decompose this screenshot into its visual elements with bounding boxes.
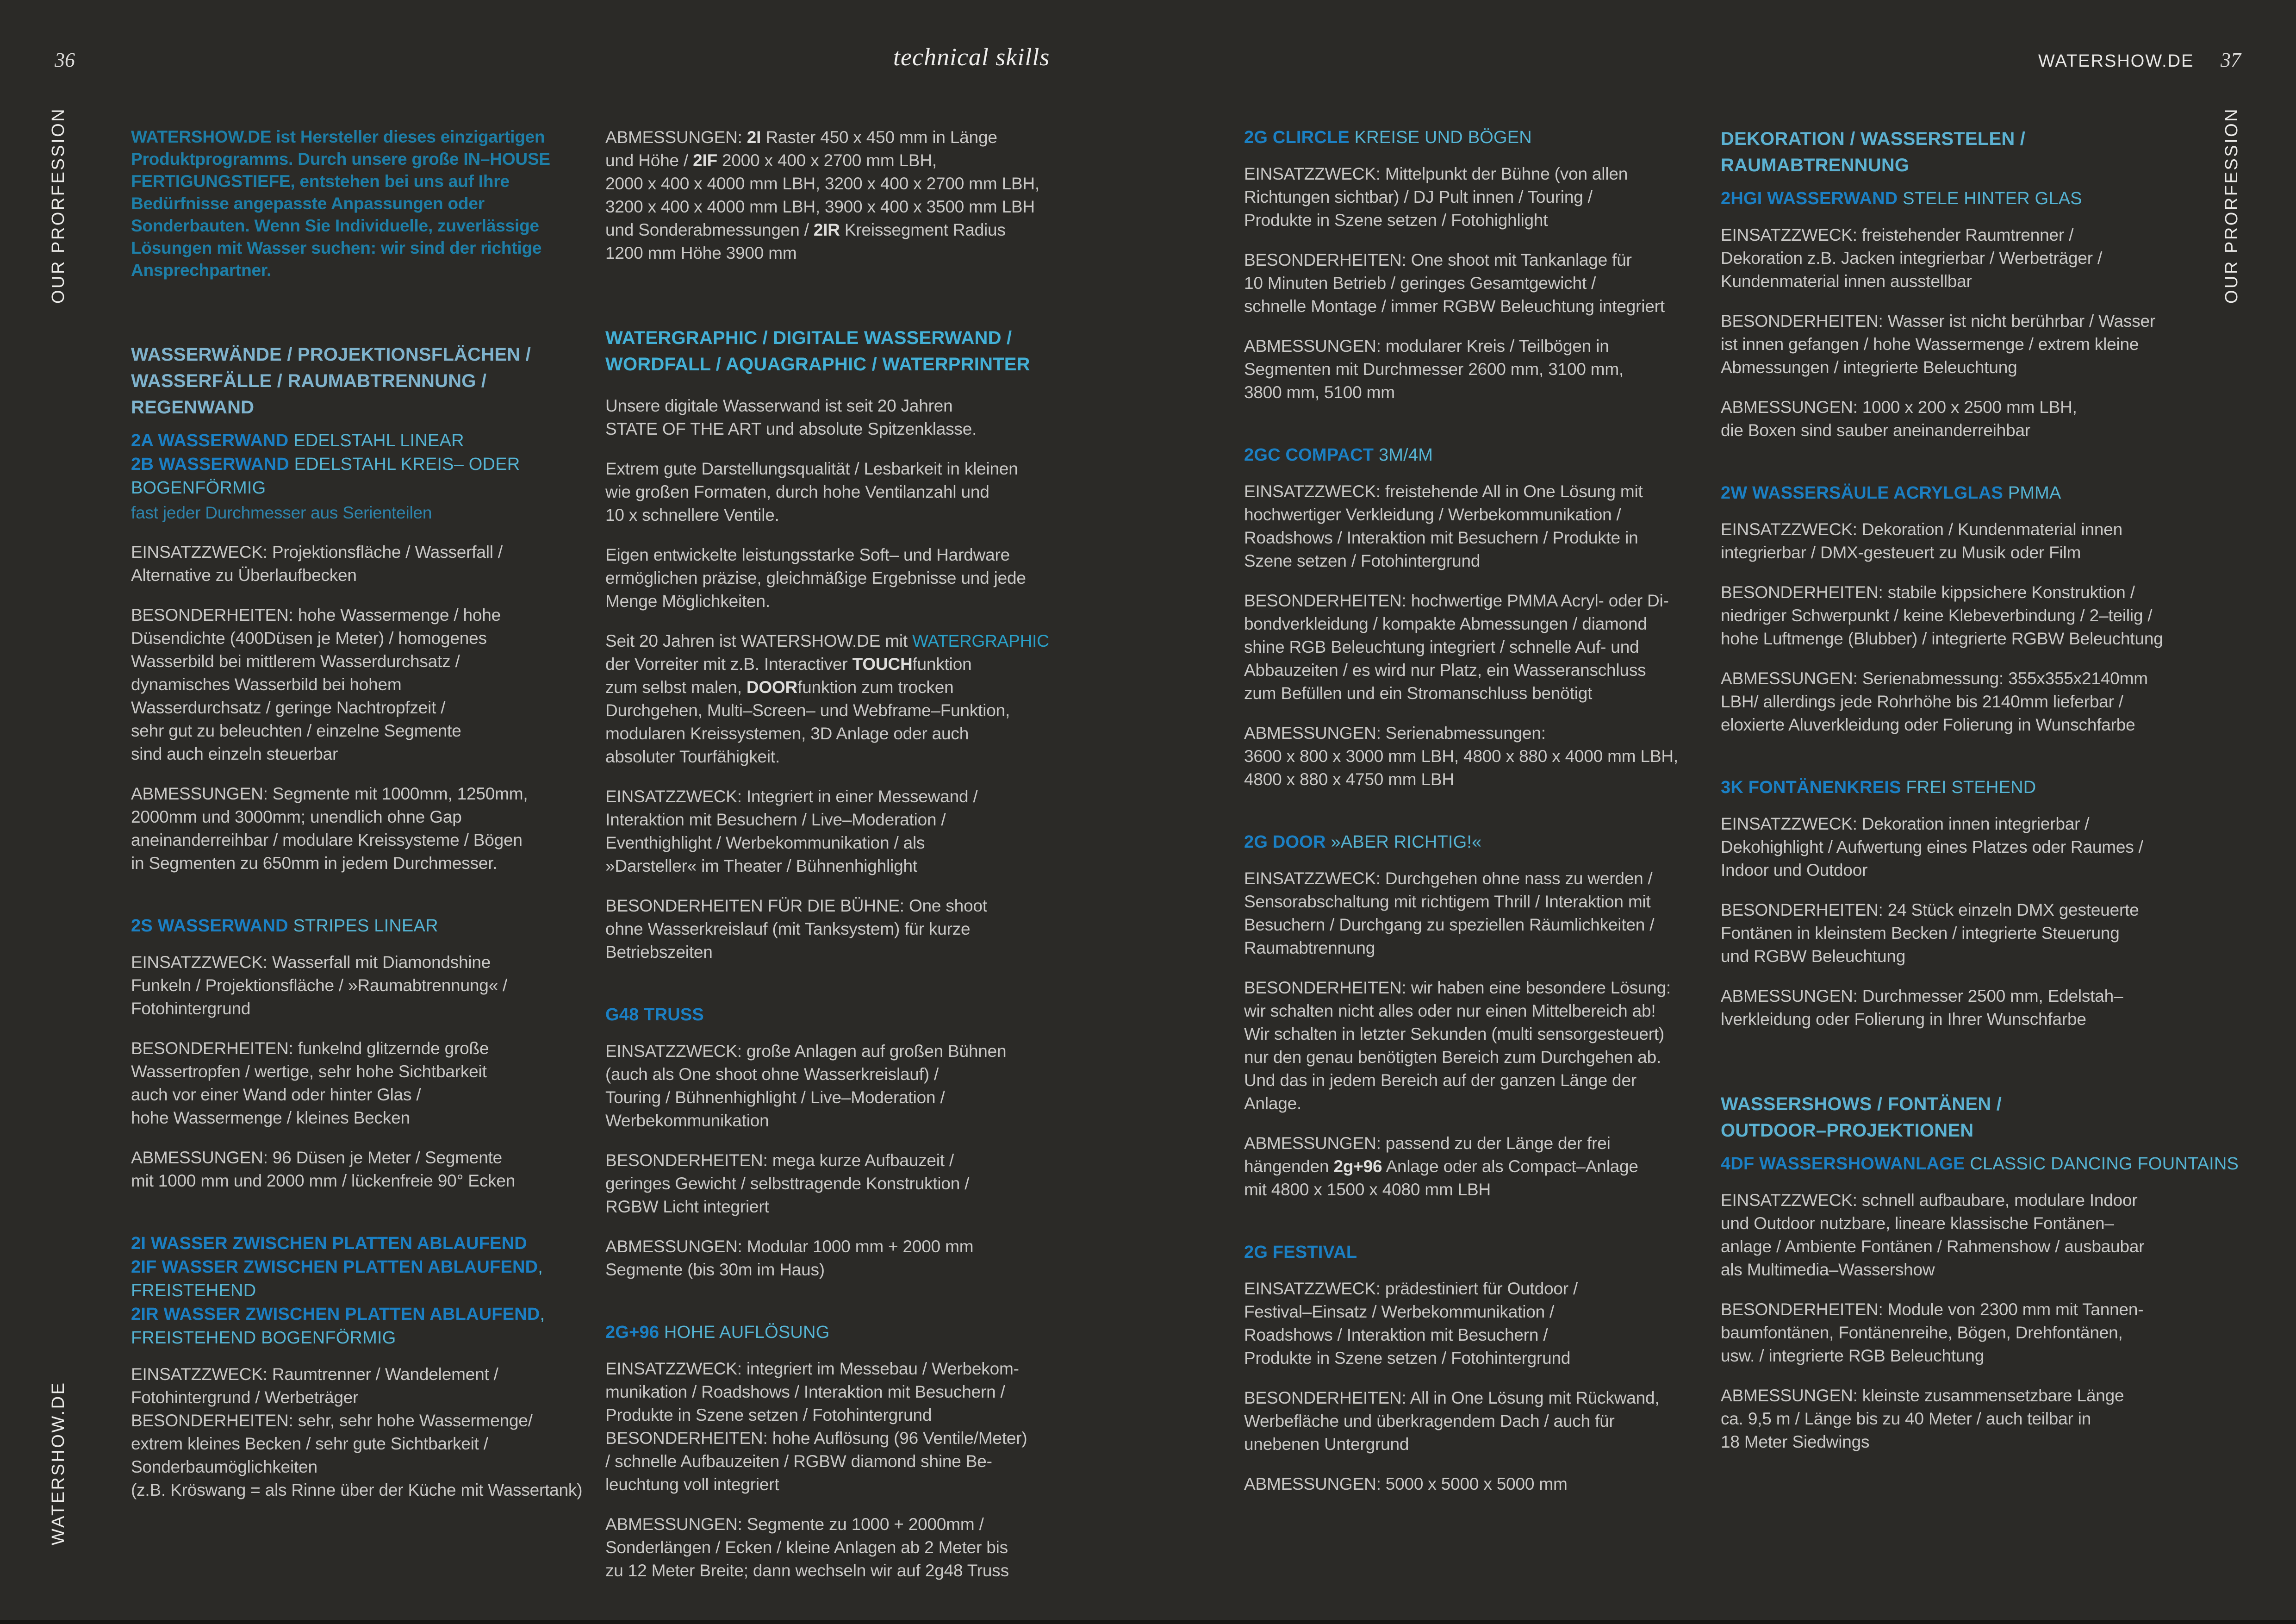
- paragraph: ABMESSUNGEN: Segmente mit 1000mm, 1250mm, 2000mm und 3000mm; unendlich ohne Gap aneinanderreihbar / modulare Kreissysteme / Bögen in Segmenten zu 650mm in jedem Durchmesser.: [131, 784, 528, 873]
- paragraph: ABMESSUNGEN: Serienabmessungen: 3600 x 800 x 3000 mm LBH, 4800 x 880 x 4000 mm LBH, 4800 x 880 x 4750 mm LBH: [1244, 724, 1678, 789]
- paragraph: ABMESSUNGEN: 5000 x 5000 x 5000 mm: [1244, 1474, 1568, 1493]
- product-heading: 2A WASSERWAND EDELSTAHL LINEAR 2B WASSERWAND EDELSTAHL KREIS– ODER BOGENFÖRMIG: [131, 431, 520, 498]
- column-wasserwaende: [131, 126, 582, 1502]
- product-heading: 3K FONTÄNENKREIS FREI STEHEND: [1721, 778, 2036, 797]
- product-heading: 2G CLIRCLE KREISE UND BÖGEN: [1244, 128, 1532, 147]
- intro-paragraph: WATERSHOW.DE ist Hersteller dieses einzigartigen Produktprogramms. Durch unsere große IN–HOUSE FERTIGUNGSTIEFE, entstehen bei uns auf Ihre Bedürfnisse angepasste Anpassungen oder Sonderbauten. Wenn Sie Individuelle, zuverlässige Lösungen mit Wasser suchen: wir sind der richtige Ansprechpartner.: [131, 127, 550, 280]
- column-2g-systems: [1244, 126, 1711, 1496]
- paragraph: EINSATZZWECK: Integriert in einer Messewand / Interaktion mit Besuchern / Live–Moderation / Eventhighlight / Werbekommunikation / als »Darsteller« im Theater / Bühnenhighlight: [605, 787, 978, 875]
- paragraph: BESONDERHEITEN: 24 Stück einzeln DMX gesteuerte Fontänen in kleinstem Becken / integrierte Steuerung und RGBW Beleuchtung: [1721, 900, 2139, 966]
- paragraph: ABMESSUNGEN: modularer Kreis / Teilbögen in Segmenten mit Durchmesser 2600 mm, 3100 mm, 3800 mm, 5100 mm: [1244, 337, 1624, 402]
- paragraph: BESONDERHEITEN: wir haben eine besondere Lösung: wir schalten nicht alles oder nur einen Mittelbereich ab! Wir schalten in letzter Sekunden (multi sensorgesteuert) nur den genau benötigten Bereich zum Durchgehen ab. Und das in jedem Bereich auf der ganzen Länge der Anlage.: [1244, 978, 1671, 1113]
- paragraph: EINSATZZWECK: integriert im Messebau / Werbekom- munikation / Roadshows / Interaktion mit Besuchern / Produkte in Szene setzen / Fotohintergrund BESONDERHEITEN: hohe Auflösung (96 Ventile/Meter) / schnelle Aufbauzeiten / RGBW diamond shine Be- leuchtung voll integriert: [605, 1359, 1027, 1494]
- page-number-left: 36: [55, 49, 75, 71]
- product-heading: 2G DOOR »ABER RICHTIG!«: [1244, 832, 1482, 852]
- paragraph: BESONDERHEITEN: Wasser ist nicht berührbar / Wasser ist innen gefangen / hohe Wassermenge / extrem kleine Abmessungen / integrierte Beleuchtung: [1721, 312, 2156, 377]
- paragraph: EINSATZZWECK: prädestiniert für Outdoor / Festival–Einsatz / Werbekommunikation / Roadshows / Interaktion mit Besuchern / Produkte in Szene setzen / Fotohintergrund: [1244, 1279, 1578, 1368]
- paragraph: BESONDERHEITEN: hohe Wassermenge / hohe Düsendichte (400Düsen je Meter) / homogenes Wasserbild bei mittlerem Wasserdurchsatz / dynamisches Wasserbild bei hohem Wasserdurchsatz / geringe Nachtropfzeit / sehr gut zu beleuchten / einzelne Segmente sind auch einzeln steuerbar: [131, 606, 501, 763]
- paragraph: ABMESSUNGEN: 1000 x 200 x 2500 mm LBH, die Boxen sind sauber aneinanderreihbar: [1721, 398, 2077, 440]
- paragraph: ABMESSUNGEN: Durchmesser 2500 mm, Edelstah– lverkleidung oder Folierung in Ihrer Wunschfarbe: [1721, 987, 2123, 1029]
- paragraph: EINSATZZWECK: freistehende All in One Lösung mit hochwertiger Verkleidung / Werbekommunikation / Roadshows / Interaktion mit Besuchern / Produkte in Szene setzen / Fotohintergrund: [1244, 482, 1643, 570]
- page-bottom-edge: [0, 1620, 2296, 1624]
- paragraph: EINSATZZWECK: schnell aufbaubare, modulare Indoor und Outdoor nutzbare, lineare klassische Fontänen– anlage / Ambiente Fontänen / Rahmenshow / ausbaubar als Multimedia–Wassershow: [1721, 1191, 2145, 1279]
- brand-label: WATERSHOW.DE: [2038, 51, 2194, 71]
- paragraph: ABMESSUNGEN: 2I Raster 450 x 450 mm in Länge und Höhe / 2IF 2000 x 400 x 2700 mm LBH, 2000 x 400 x 4000 mm LBH, 3200 x 400 x 2700 mm LBH, 3200 x 400 x 4000 mm LBH, 3900 x 400 x 3500 mm LBH und Sonderabmessungen / 2IR Kreissegment Radius 1200 mm Höhe 3900 mm: [605, 128, 1039, 262]
- paragraph: BESONDERHEITEN: hochwertige PMMA Acryl- oder Di- bondverkleidung / kompakte Abmessungen / diamond shine RGB Beleuchtung integriert / schnelle Auf- und Abbauzeiten / es wird nur Platz, ein Wasseranschluss zum Befüllen und ein Stromanschluss benötigt: [1244, 591, 1669, 703]
- product-heading: 4DF WASSERSHOWANLAGE CLASSIC DANCING FOUNTAINS: [1721, 1154, 2239, 1174]
- paragraph: EINSATZZWECK: Dekoration innen integrierbar / Dekohighlight / Aufwertung eines Platzes oder Raumes / Indoor und Outdoor: [1721, 814, 2143, 880]
- section-heading: WATERGRAPHIC / DIGITALE WASSERWAND / WORDFALL / AQUAGRAPHIC / WATERPRINTER: [605, 328, 1030, 375]
- side-label-left: OUR PRORFESSION: [49, 107, 68, 304]
- product-heading: 2G FESTIVAL: [1244, 1243, 1357, 1262]
- paragraph: EINSATZZWECK: große Anlagen auf großen Bühnen (auch als One shoot ohne Wasserkreislauf) / Touring / Bühnenhighlight / Live–Moderation / Werbekommunikation: [605, 1042, 1007, 1130]
- paragraph: BESONDERHEITEN: Module von 2300 mm mit Tannen- baumfontänen, Fontänenreihe, Bögen, Drehfontänen, usw. / integrierte RGB Beleuchtung: [1721, 1300, 2144, 1365]
- paragraph: BESONDERHEITEN: stabile kippsichere Konstruktion / niedriger Schwerpunkt / keine Klebeverbindung / 2–teilig / hohe Luftmenge (Blubber) / integrierte RGBW Beleuchtung: [1721, 583, 2163, 648]
- page-number-right: 37: [2221, 49, 2241, 71]
- paragraph: EINSATZZWECK: Durchgehen ohne nass zu werden / Sensorabschaltung mit richtigem Thrill / Interaktion mit Besuchern / Durchgang zu speziellen Räumlichkeiten / Raumabtrennung: [1244, 869, 1655, 957]
- paragraph: Seit 20 Jahren ist WATERSHOW.DE mit WATERGRAPHIC der Vorreiter mit z.B. Interactiver TOUCHfunktion zum selbst malen, DOORfunktion zum trocken Durchgehen, Multi–Screen– und Webframe–Funktion, modularen Kreissystemen, 3D Anlage oder auch absoluter Tourfähigkeit.: [605, 631, 1049, 766]
- paragraph: EINSATZZWECK: Dekoration / Kundenmaterial innen integrierbar / DMX-gesteuert zu Musik oder Film: [1721, 520, 2122, 562]
- product-heading: 2S WASSERWAND STRIPES LINEAR: [131, 916, 438, 936]
- paragraph: ABMESSUNGEN: passend zu der Länge der frei hängenden 2g+96 Anlage oder als Compact–Anlage mit 4800 x 1500 x 4080 mm LBH: [1244, 1134, 1638, 1199]
- paragraph: EINSATZZWECK: Raumtrenner / Wandelement / Fotohintergrund / Werbeträger BESONDERHEITEN: sehr, sehr hohe Wassermenge/ extrem kleines Becken / sehr gute Sichtbarkeit / Sonderbaumöglichkeiten (z.B. Kröswang = als Rinne über der Küche mit Wassertank): [131, 1365, 583, 1499]
- section-heading: DEKORATION / WASSERSTELEN / RAUMABTRENNUNG: [1721, 129, 2026, 175]
- product-heading: 2GC COMPACT 3M/4M: [1244, 445, 1433, 465]
- paragraph: ABMESSUNGEN: Modular 1000 mm + 2000 mm Segmente (bis 30m im Haus): [605, 1237, 974, 1279]
- paragraph: EINSATZZWECK: Wasserfall mit Diamondshine Funkeln / Projektionsfläche / »Raumabtrennung« / Fotohintergrund: [131, 953, 508, 1018]
- product-heading: 2G+96 HOHE AUFLÖSUNG: [605, 1323, 830, 1342]
- paragraph: ABMESSUNGEN: Segmente zu 1000 + 2000mm / Sonderlängen / Ecken / kleine Anlagen ab 2 Meter bis zu 12 Meter Breite; dann wechseln wir auf 2g48 Truss: [605, 1515, 1009, 1580]
- product-heading: G48 TRUSS: [605, 1005, 704, 1024]
- section-heading: WASSERSHOWS / FONTÄNEN / OUTDOOR–PROJEKTIONEN: [1721, 1094, 2002, 1141]
- paragraph: Unsere digitale Wasserwand ist seit 20 Jahren STATE OF THE ART und absolute Spitzenklasse.: [605, 396, 977, 438]
- side-label-right: OUR PRORFESSION: [2222, 107, 2241, 304]
- paragraph: EINSATZZWECK: Projektionsfläche / Wasserfall / Alternative zu Überlaufbecken: [131, 543, 503, 585]
- side-label-bottom: WATERSHOW.DE: [49, 1381, 68, 1545]
- paragraph: ABMESSUNGEN: 96 Düsen je Meter / Segmente mit 1000 mm und 2000 mm / lückenfreie 90° Ecken: [131, 1148, 516, 1190]
- paragraph: BESONDERHEITEN: funkelnd glitzernde große Wassertropfen / wertige, sehr hohe Sichtbarkeit auch vor einer Wand oder hinter Glas / hohe Wassermenge / kleines Becken: [131, 1039, 489, 1127]
- section-heading: WASSERWÄNDE / PROJEKTIONSFLÄCHEN / WASSERFÄLLE / RAUMABTRENNUNG / REGENWAND: [131, 344, 531, 418]
- product-heading: 2HGI WASSERWAND STELE HINTER GLAS: [1721, 189, 2082, 208]
- paragraph: Eigen entwickelte leistungsstarke Soft– und Hardware ermöglichen präzise, gleichmäßige Ergebnisse und jede Menge Möglichkeiten.: [605, 545, 1026, 611]
- paragraph: Extrem gute Darstellungsqualität / Lesbarkeit in kleinen wie großen Formaten, durch hohe Ventilanzahl und 10 x schnellere Ventile.: [605, 459, 1018, 525]
- column-dekoration-wassershows: [1721, 126, 2239, 1454]
- paragraph: ABMESSUNGEN: Serienabmessung: 355x355x2140mm LBH/ allerdings jede Rohrhöhe bis 2140mm lieferbar / eloxierte Aluverkleidung oder Folierung in Wunschfarbe: [1721, 669, 2148, 734]
- paragraph: BESONDERHEITEN: One shoot mit Tankanlage für 10 Minuten Betrieb / geringes Gesamtgewicht / schnelle Montage / immer RGBW Beleuchtung integriert: [1244, 250, 1665, 316]
- paragraph: EINSATZZWECK: Mittelpunkt der Bühne (von allen Richtungen sichtbar) / DJ Pult innen / Touring / Produkte in Szene setzen / Fotohighlight: [1244, 164, 1628, 230]
- paragraph: ABMESSUNGEN: kleinste zusammensetzbare Länge ca. 9,5 m / Länge bis zu 40 Meter / auch teilbar in 18 Meter Siedwings: [1721, 1386, 2124, 1451]
- paragraph: EINSATZZWECK: freistehender Raumtrenner / Dekoration z.B. Jacken integrierbar / Werbeträger / Kundenmaterial innen ausstellbar: [1721, 225, 2103, 291]
- paragraph: BESONDERHEITEN FÜR DIE BÜHNE: One shoot ohne Wasserkreislauf (mit Tanksystem) für kurze Betriebszeiten: [605, 896, 987, 962]
- product-heading: 2W WASSERSÄULE ACRYLGLAS PMMA: [1721, 483, 2061, 503]
- paragraph: BESONDERHEITEN: All in One Lösung mit Rückwand, Werbefläche und überkragendem Dach / auch für unebenen Untergrund: [1244, 1388, 1660, 1454]
- page-title: technical skills: [893, 43, 1050, 71]
- product-subnote: fast jeder Durchmesser aus Serienteilen: [131, 503, 432, 522]
- column-watergraphic: [605, 126, 1068, 1582]
- product-heading: 2I WASSER ZWISCHEN PLATTEN ABLAUFEND 2IF WASSER ZWISCHEN PLATTEN ABLAUFEND, FREISTEHEND 2IR WASSER ZWISCHEN PLATTEN ABLAUFEND, FREISTEHEND BOGENFÖRMIG: [131, 1234, 545, 1348]
- paragraph: BESONDERHEITEN: mega kurze Aufbauzeit / geringes Gewicht / selbsttragende Konstruktion / RGBW Licht integriert: [605, 1151, 970, 1216]
